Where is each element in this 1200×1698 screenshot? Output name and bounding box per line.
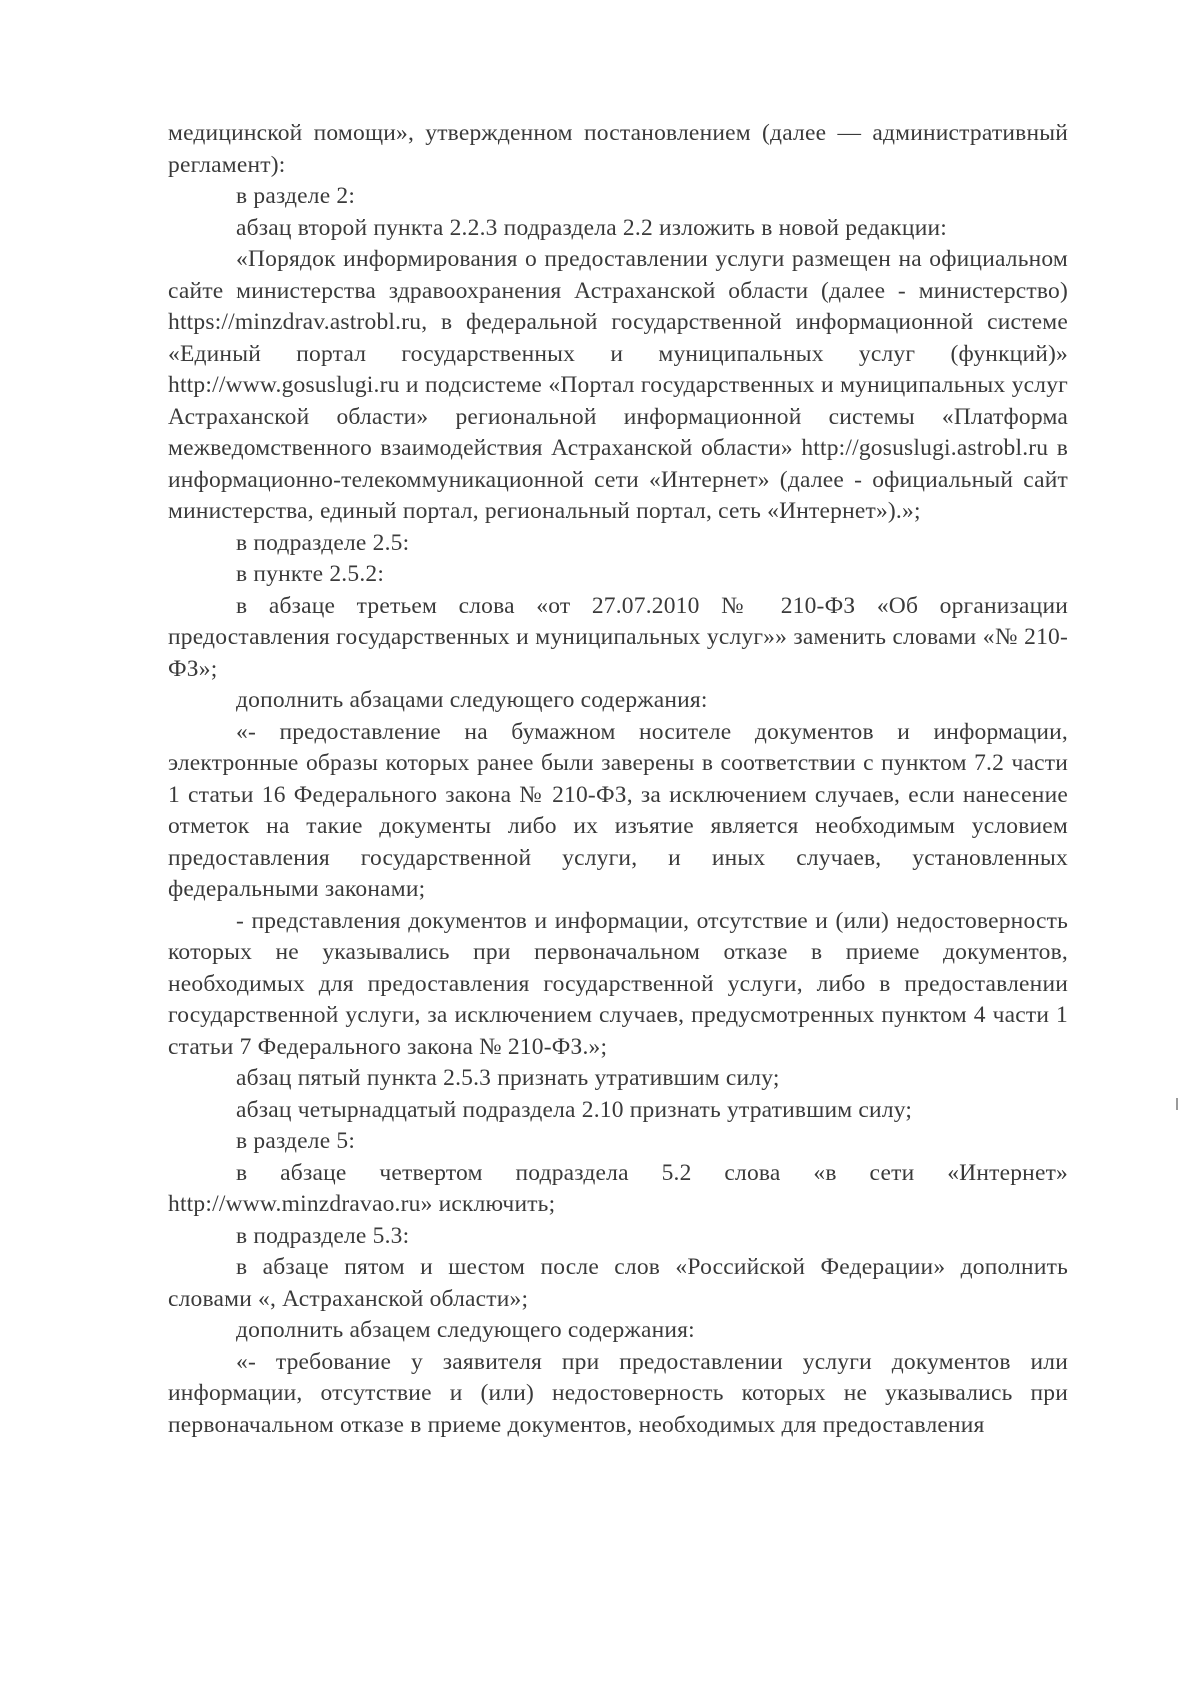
paragraph-section-2: в разделе 2: [236, 183, 356, 209]
paragraph-subsection-5-3: в подразделе 5.3: [236, 1222, 410, 1249]
paragraph-subsection-2-10: абзац четырнадцатый подраздела 2.10 признать утратившим силу; [236, 1096, 913, 1123]
paragraph-supplement-abzacs: дополнить абзацами следующего содержания: [236, 687, 708, 713]
paragraph-section-5: в разделе 5: [236, 1128, 356, 1154]
paragraph-subsection-2-5: в подразделе 2.5: [236, 529, 410, 556]
paragraph-item-2-5-3: абзац пятый пункта 2.5.3 признать утратившим силу; [236, 1065, 780, 1091]
paragraph-informing-procedure: «Порядок информирования о предоставлении услуги размещен на официальном сайте министерства здравоохранения Астраханской области (далее - министерство) https://minzdrav.astrobl.ru, в федеральной государственной информационной системе «Единый портал государственных и муниципальных услуг (функций)» http://www.gosuslugi.ru и подсистеме «Портал государственных и муниципальных услуг Астраханской области» региональной информационной системы «Платформа межведомственного взаимодействия Астраханской области» http://gosuslugi.astrobl.ru в информационно-телекоммуникационной сети «Интернет» (далее - официальный сайт министерства, единый портал, региональный портал, сеть «Интернет»).»; [168, 246, 1068, 524]
paragraph-fifth-sixth-abzac: в абзаце пятом и шестом после слов «Российской Федерации» дополнить словами «, Астраханской области»; [168, 1254, 1068, 1312]
paragraph-third-abzac: в абзаце третьем слова «от 27.07.2010 № 210-ФЗ «Об организации предоставления государственных и муниципальных услуг»» заменить словами «№ 210-ФЗ»; [168, 592, 1068, 682]
paragraph-supplement-abzac: дополнить абзацем следующего содержания: [236, 1317, 695, 1343]
document-page [168, 118, 1068, 1441]
paragraph-documents-information: - представления документов и информации, отсутствие и (или) недостоверность которых не указывались при первоначальном отказе в приеме документов, необходимых для предоставления государственной услуги, либо в предоставлении государственной услуги, за исключением случаев, предусмотренных пунктом 4 части 1 статьи 7 Федерального закона № 210-ФЗ.»; [168, 907, 1068, 1060]
paragraph-applicant-requirement: «- требование у заявителя при предоставлении услуги документов или информации, отсутствие и (или) недостоверность которых не указывались при первоначальном отказе в приеме документов, необходимых для предоставления [168, 1348, 1068, 1438]
scan-artifact-mark [1176, 1098, 1178, 1110]
paragraph-continuation: медицинской помощи», утвержденном постановлением (далее — административный регламент): [168, 120, 1068, 178]
paragraph-item-2-2-3: абзац второй пункта 2.2.3 подраздела 2.2 изложить в новой редакции: [236, 214, 947, 241]
paragraph-item-2-5-2: в пункте 2.5.2: [236, 561, 385, 587]
paragraph-subsection-5-2: в абзаце четвертом подраздела 5.2 слова «в сети «Интернет» http://www.minzdravao.ru» исключить; [168, 1159, 1068, 1217]
paragraph-paper-documents: «- предоставление на бумажном носителе документов и информации, электронные образы которых ранее были заверены в соответствии с пунктом 7.2 части 1 статьи 16 Федерального закона № 210-ФЗ, за исключением случаев, если нанесение отметок на такие документы либо их изъятие является необходимым условием предоставления государственной услуги, и иных случаев, установленных федеральными законами; [168, 718, 1068, 902]
